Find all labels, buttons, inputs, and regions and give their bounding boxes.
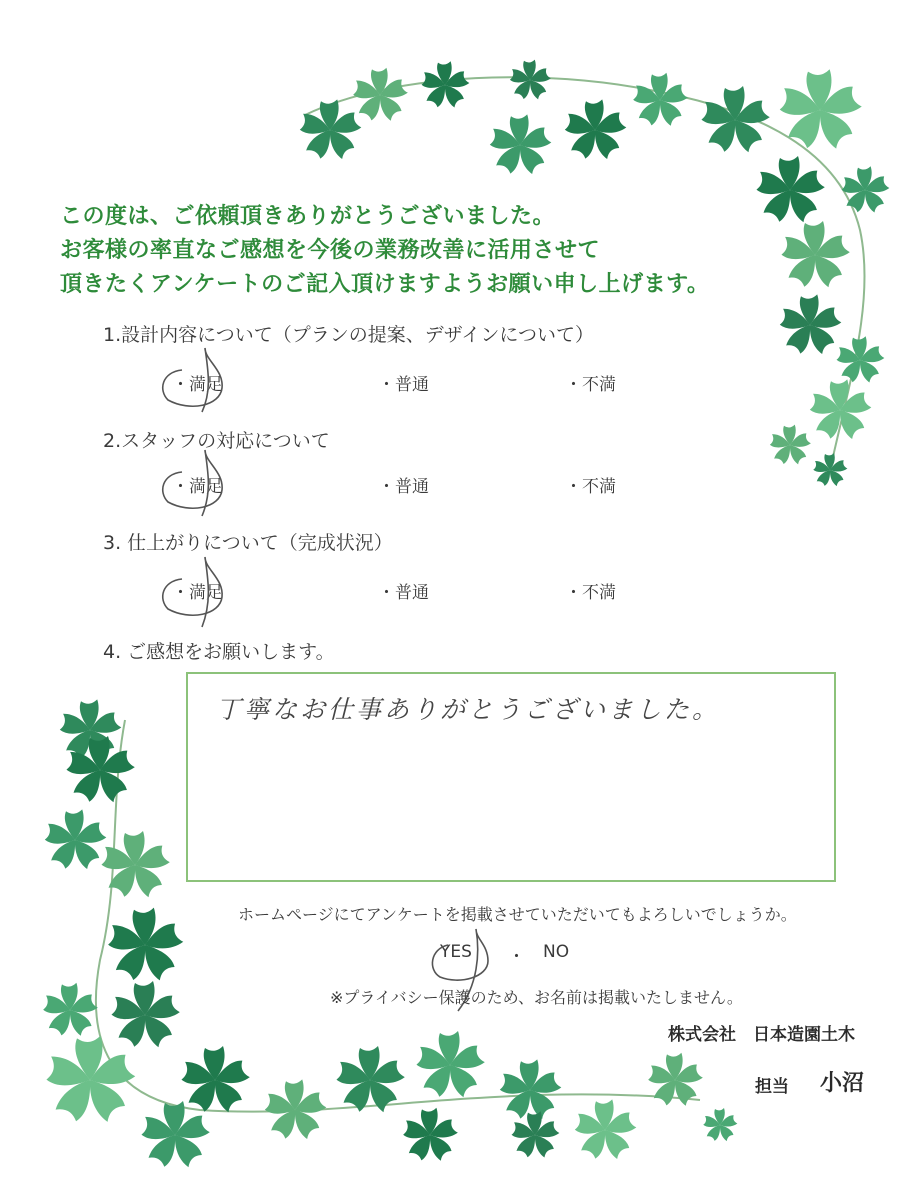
leaf-icon bbox=[41, 983, 98, 1038]
intro-line: 頂きたくアンケートのご記入頂けますようお願い申し上げます。 bbox=[60, 272, 710, 297]
leaf-icon bbox=[509, 60, 552, 101]
leaf-icon bbox=[420, 61, 470, 109]
leaf-icon bbox=[43, 809, 107, 870]
leaf-icon bbox=[778, 294, 842, 355]
leaf-icon bbox=[646, 1053, 703, 1108]
intro-line: この度は、ご依頼頂きありがとうございました。 bbox=[60, 204, 556, 229]
q1-option-unsatisfied[interactable]: ・不満 bbox=[565, 375, 616, 395]
leaf-icon bbox=[510, 1111, 560, 1159]
leaf-icon bbox=[351, 68, 408, 123]
q2-option-satisfied[interactable]: ・満足 bbox=[172, 477, 223, 497]
leaf-icon bbox=[401, 1108, 458, 1163]
q2-selected-circle bbox=[150, 440, 245, 520]
q2-option-normal[interactable]: ・普通 bbox=[378, 477, 429, 497]
leaf-icon bbox=[631, 73, 688, 128]
leaf-icon bbox=[563, 99, 627, 160]
comment-box[interactable] bbox=[186, 672, 836, 882]
leaf-icon bbox=[106, 908, 184, 983]
q1-option-satisfied[interactable]: ・満足 bbox=[172, 375, 223, 395]
q1-selected-circle bbox=[150, 340, 245, 415]
leaf-icon bbox=[109, 981, 180, 1049]
leaf-icon bbox=[179, 1046, 250, 1114]
q3-selected-circle bbox=[150, 545, 245, 630]
q2-option-unsatisfied[interactable]: ・不満 bbox=[565, 477, 616, 497]
intro-message bbox=[60, 200, 709, 302]
leaf-icon bbox=[754, 156, 825, 224]
leaf-icon bbox=[298, 99, 362, 160]
leaf-icon bbox=[769, 425, 812, 466]
q3-option-unsatisfied[interactable]: ・不満 bbox=[565, 583, 616, 603]
question-4-title: 4. ご感想をお願いします。 bbox=[103, 641, 335, 663]
question-1-title: 1.設計内容について（プランの提案、デザインについて） bbox=[103, 324, 595, 346]
company-name: 株式会社 日本造園土木 bbox=[668, 1025, 855, 1045]
leaf-icon bbox=[64, 736, 135, 804]
leaf-icon bbox=[99, 831, 170, 899]
leaf-icon bbox=[835, 336, 885, 384]
leaf-icon bbox=[777, 69, 862, 151]
leaf-icon bbox=[702, 1108, 738, 1142]
leaf-icon bbox=[498, 1059, 562, 1120]
staff-label: 担当 bbox=[755, 1077, 789, 1097]
publish-yes-option[interactable]: YES bbox=[440, 942, 472, 962]
leaf-icon bbox=[43, 1036, 135, 1125]
leaf-icon bbox=[139, 1101, 210, 1169]
q1-option-normal[interactable]: ・普通 bbox=[378, 375, 429, 395]
intro-line: お客様の率直なご感想を今後の業務改善に活用させて bbox=[60, 238, 601, 263]
q3-option-satisfied[interactable]: ・満足 bbox=[172, 583, 223, 603]
leaf-icon bbox=[808, 379, 872, 440]
leaf-icon bbox=[812, 453, 848, 487]
leaf-icon bbox=[58, 699, 122, 760]
privacy-note: ※プライバシー保護のため、お名前は掲載いたしません。 bbox=[330, 988, 743, 1007]
staff-name: 小沼 bbox=[820, 1071, 865, 1096]
leaf-icon bbox=[334, 1046, 405, 1114]
question-2-title: 2.スタッフの対応について bbox=[103, 430, 330, 452]
publish-question: ホームページにてアンケートを掲載させていただいてもよろしいでしょうか。 bbox=[238, 905, 797, 924]
leaf-icon bbox=[488, 114, 552, 175]
q3-option-normal[interactable]: ・普通 bbox=[378, 583, 429, 603]
question-3-title: 3. 仕上がりについて（完成状況） bbox=[103, 532, 393, 554]
leaf-icon bbox=[699, 86, 770, 154]
comment-handwritten-text: 丁寧なお仕事ありがとうございました。 bbox=[216, 695, 721, 724]
publish-no-option[interactable]: NO bbox=[543, 942, 570, 962]
publish-separator: ・ bbox=[508, 947, 525, 967]
leaf-icon bbox=[263, 1079, 327, 1140]
leaf-icon bbox=[779, 221, 850, 289]
leaf-icon bbox=[573, 1099, 637, 1160]
leaf-icon bbox=[414, 1031, 485, 1099]
leaf-icon bbox=[840, 166, 890, 214]
